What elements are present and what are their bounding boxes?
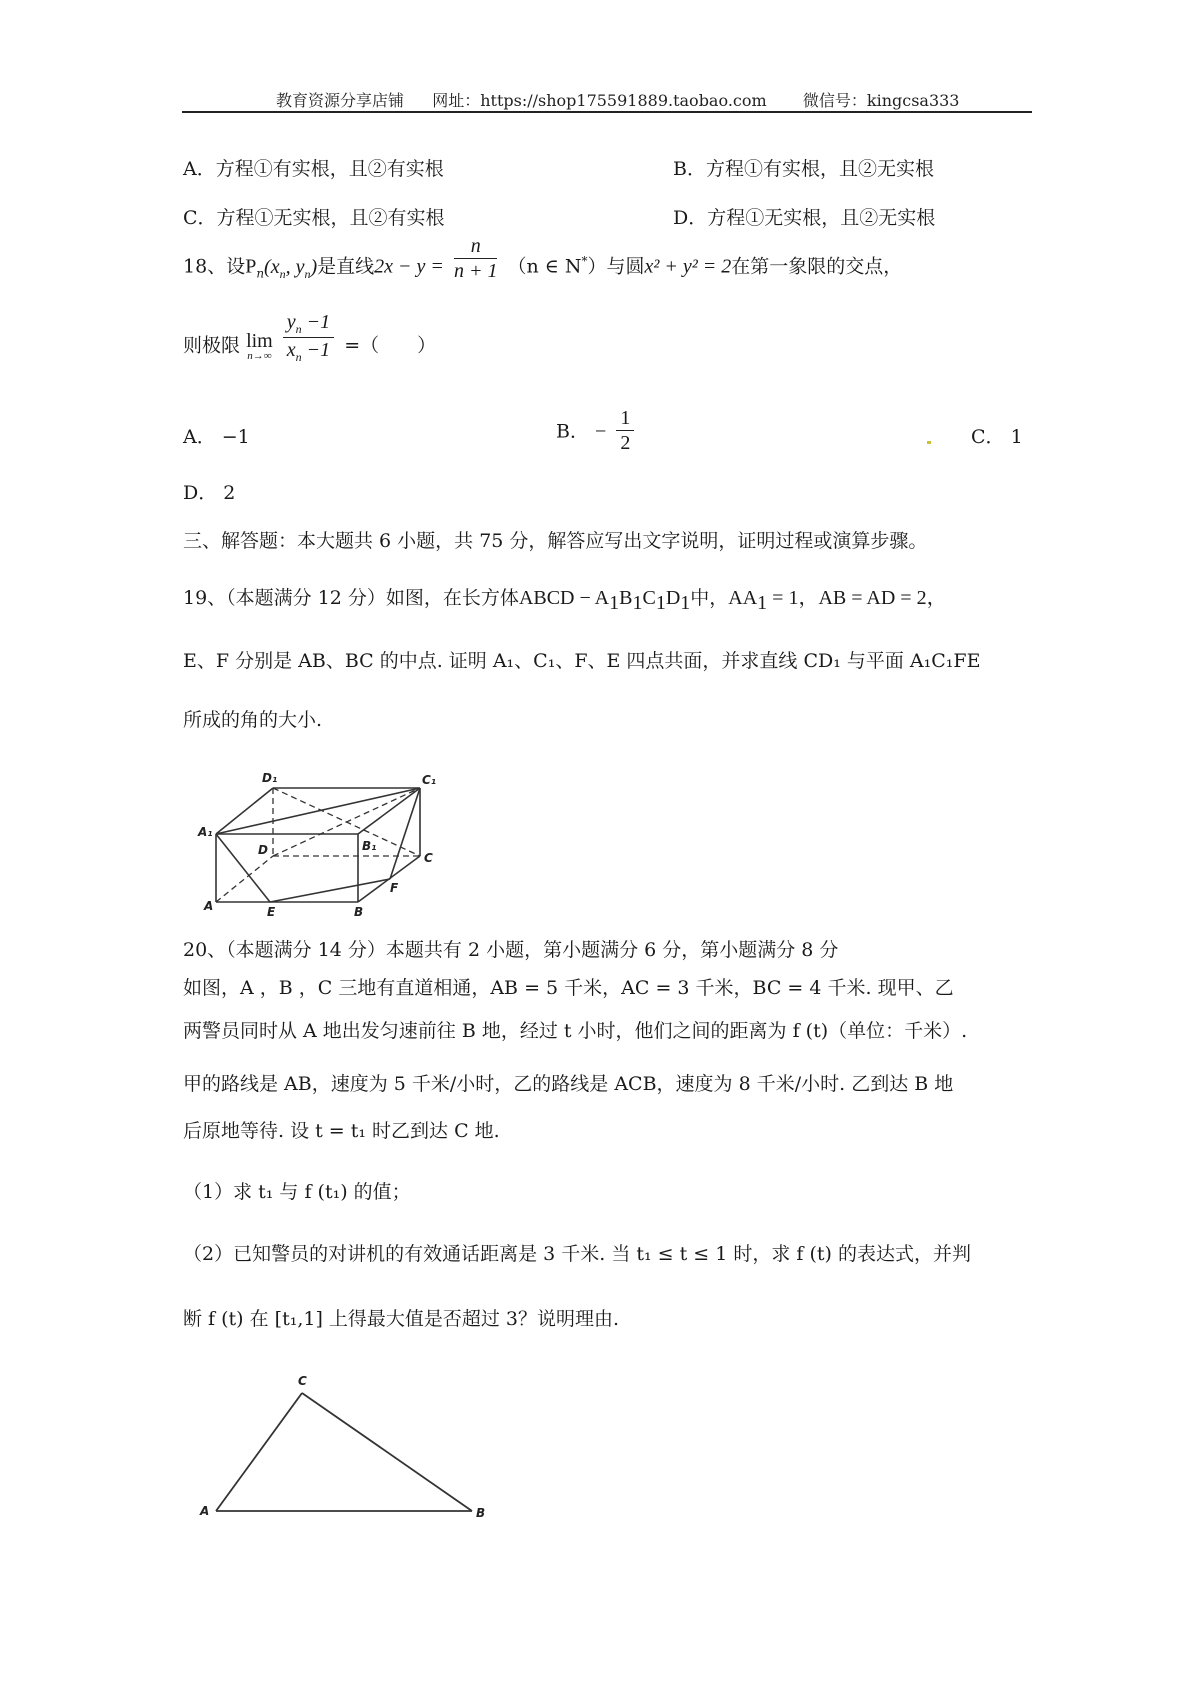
q18-point: P <box>245 255 257 278</box>
q20-part2-b: 断 f (t) 在 [t₁,1] 上得最大值是否超过 3？说明理由. <box>183 1308 620 1330</box>
label-d1: D₁ <box>262 771 278 785</box>
q17-option-a: A．方程①有实根，且②有实根 <box>183 158 444 180</box>
q17-option-b: B．方程①有实根，且②无实根 <box>673 158 934 180</box>
page-header <box>276 88 960 111</box>
q20-line5: 后原地等待. 设 t = t₁ 时乙到达 C 地. <box>183 1120 500 1142</box>
q20-line3: 两警员同时从 A 地出发匀速前往 B 地，经过 t 小时，他们之间的距离为 f (t)（单位：千米）. <box>183 1020 968 1042</box>
section-heading: 三、解答题：本大题共 6 小题，共 75 分，解答应写出文字说明，证明过程或演算步骤。 <box>183 530 928 552</box>
label-a1: A₁ <box>198 825 213 839</box>
header-rule <box>182 111 1032 113</box>
q17-option-d: D．方程①无实根，且②无实根 <box>673 207 936 229</box>
header-wechat: 微信号：kingcsa333 <box>802 91 960 110</box>
label-d: D <box>258 843 268 857</box>
header-shop: 教育资源分享店铺 <box>276 91 405 110</box>
q18-option-d: D． 2 <box>183 482 236 504</box>
label-c1: C₁ <box>422 773 437 787</box>
label-e: E <box>267 905 276 919</box>
label-b1: B₁ <box>362 839 377 853</box>
label-b: B <box>354 905 364 919</box>
q18-option-c: C． 1 <box>971 426 1023 448</box>
q18-cond: （n ∈ N <box>507 255 582 278</box>
q20-part1: （1）求 t₁ 与 f (t₁) 的值； <box>183 1181 411 1203</box>
header-url: 网址：https://shop175591889.taobao.com <box>432 91 767 110</box>
label-a: A <box>200 1504 210 1518</box>
q20-line4: 甲的路线是 AB，速度为 5 千米/小时，乙的路线是 ACB，速度为 8 千米/小时. 乙到达 B 地 <box>183 1073 954 1095</box>
q19-line3: 所成的角的大小. <box>183 709 323 731</box>
q18-line-eq: 2x − y = <box>374 255 444 278</box>
q18-option-a: A． −1 <box>183 426 250 448</box>
label-c: C <box>424 851 433 865</box>
q18-prefix: 18、设 <box>183 255 246 278</box>
stray-dot <box>927 441 931 444</box>
q18-limit-fraction: $\frac{y_n -1}{x_n -1}$ <box>283 312 334 363</box>
q18-stem: 18、设$P_n(x_n$, $y_n$)是直线2x − y = $\frac{n}{n + 1}$ （n ∈ N*）与圆x² + y² = 2在第一象限的交点， <box>183 235 903 282</box>
label-c: C <box>298 1374 307 1388</box>
label-b: B <box>476 1506 486 1520</box>
q17-option-c: C．方程①无实根，且②有实根 <box>183 207 445 229</box>
cuboid-figure <box>190 760 460 920</box>
q20-part2-a: （2）已知警员的对讲机的有效通话距离是 3 千米. 当 t₁ ≤ t ≤ 1 时，求 f (t) 的表达式，并判 <box>183 1243 972 1265</box>
q18-option-b: B． − $\frac{1}{2}$ <box>556 412 638 453</box>
q18-mid: 是直线 <box>317 255 375 278</box>
triangle-figure <box>190 1365 510 1525</box>
label-a: A <box>204 899 214 913</box>
q19-line2: E、F 分别是 AB、BC 的中点. 证明 A₁、C₁、F、E 四点共面，并求直线 CD₁ 与平面 A₁C₁FE <box>183 650 981 672</box>
label-f: F <box>390 881 399 895</box>
q18-tail: 在第一象限的交点， <box>731 255 903 278</box>
q18-limit: 则极限 lim n→∞ $\frac{y_n -1}{x_n -1}$ =（ ） <box>183 311 437 364</box>
q18-sub: n <box>256 266 265 281</box>
q19-line1: 19、（本题满分 12 分）如图，在长方体ABCD − $A_1B_1C_1D_1$中，$AA_1 = 1$，AB = AD = 2， <box>183 587 947 614</box>
q18-circle: x² + y² = 2 <box>644 255 732 278</box>
q20-line1: 20、（本题满分 14 分）本题共有 2 小题，第小题满分 6 分，第小题满分 8 分 <box>183 939 839 961</box>
q18-fraction: $\frac{n}{n + 1}$ <box>453 235 498 282</box>
q20-line2: 如图，A ，B ，C 三地有直道相通，AB = 5 千米，AC = 3 千米，BC = 4 千米. 现甲、乙 <box>183 977 954 999</box>
